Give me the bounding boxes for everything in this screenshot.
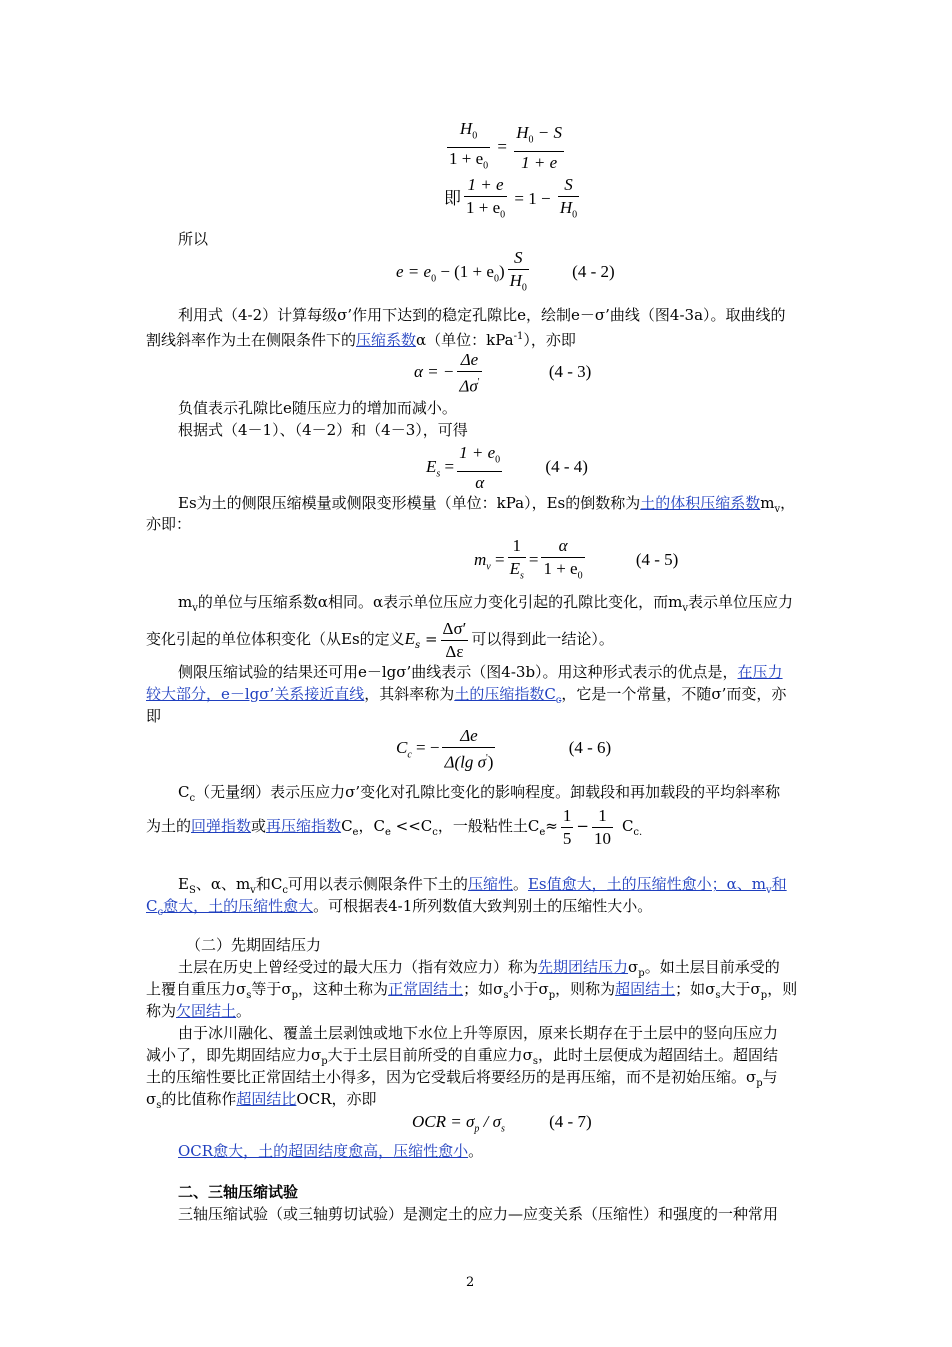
eq1-rhs-denominator: 1 + e — [521, 153, 558, 173]
eq44-numerator: 1 + e — [459, 443, 496, 462]
eq2-sub: 0 — [500, 209, 506, 221]
p2-line1: 负值表示孔隙比e随压应力的增加而减小。 — [178, 399, 457, 417]
p4-denominator: Δε — [445, 641, 464, 661]
p8-sub: p — [548, 990, 556, 1001]
eq42-numerator: S — [508, 247, 529, 270]
link-ocr-larger[interactable]: OCR愈大，土的超固结度愈高，压缩性愈小 — [178, 1142, 469, 1160]
eq45-sub: v — [486, 561, 491, 573]
p4-text: 的单位与压缩系数α相同。α表示单位压应力变化引起的孔隙比变化，而m — [197, 593, 683, 611]
p8-text: 。如土层目前承受的 — [644, 958, 780, 976]
eq1-rhs-numerator-rest: − S — [533, 122, 562, 142]
eq47-label: (4 - 7) — [549, 1112, 592, 1131]
link-compression-coefficient[interactable]: 压缩系数 — [356, 331, 417, 349]
p7-link-text[interactable]: C — [146, 897, 158, 915]
eq45-equals-2: = — [528, 550, 539, 570]
p1-text: α（单位：kPa — [416, 331, 514, 349]
p2-line2: 根据式（4－1）、（4－2）和（4－3），可得 — [178, 421, 468, 439]
eq46-sub: c — [407, 749, 412, 761]
p5-line2 — [146, 684, 786, 711]
p6-text: 为土的 — [146, 817, 192, 835]
eq45-sub: s — [519, 570, 524, 582]
p8-text: 土层在历史上曾经受过的最大压力（指有效应力）称为 — [178, 958, 539, 976]
p1-line1: 利用式（4-2）计算每级σ’作用下达到的稳定孔隙比e，绘制e－σ’曲线（图4-3a）。取曲线的 — [178, 306, 786, 324]
p5-line1 — [178, 662, 783, 682]
p7-sub[interactable]: c — [157, 907, 164, 918]
p6-minus: − — [576, 817, 589, 835]
p6-sub: e — [384, 827, 391, 838]
eq44-lhs: E — [426, 457, 437, 477]
eq42-lhs: e = e — [396, 262, 432, 282]
p7-line2 — [146, 896, 652, 923]
p9-text: OCR，亦即 — [296, 1090, 377, 1108]
p7-sub: S — [188, 885, 196, 896]
p4-sub: v — [192, 603, 198, 614]
text-suoyi: 所以 — [178, 230, 209, 248]
p8-text: ；如σ — [463, 980, 504, 998]
p3-line1 — [178, 493, 795, 520]
p9-text: 大于土层目前所受的自重应力σ — [327, 1046, 533, 1064]
eq46-label: (4 - 6) — [568, 738, 612, 758]
link-overconsolidated[interactable]: 超固结土 — [615, 980, 676, 998]
p4-equals: = — [420, 630, 438, 648]
eq1-sub: 0 — [483, 160, 489, 172]
p4-E: E — [404, 629, 416, 648]
p3-sub: v — [774, 504, 781, 515]
p8-sub: p — [760, 990, 768, 1001]
p4-sub: s — [415, 640, 421, 651]
page-number: 2 — [466, 1275, 475, 1290]
p6-text: ，一般粘性土C — [437, 817, 540, 835]
eq43-label: (4 - 3) — [548, 362, 592, 382]
p9-line4 — [146, 1089, 377, 1116]
p5-sub[interactable]: c — [555, 695, 562, 706]
link-preconsolidation-pressure[interactable]: 先期团结压力 — [538, 958, 629, 976]
link-swelling-index[interactable]: 回弹指数 — [191, 817, 252, 835]
p1-line2 — [146, 327, 576, 350]
p7-sub: c — [282, 885, 288, 896]
equation-2 — [444, 174, 582, 226]
p5-text: ，其斜率称为 — [364, 685, 455, 703]
p7-text: 。可根据表4-1所列数值大致判别土的压缩性大小。 — [313, 897, 653, 915]
p9-sub: p — [321, 1056, 328, 1067]
p1-text: ），亦即 — [523, 331, 576, 349]
p4-text: m — [178, 593, 193, 611]
eq45-label: (4 - 5) — [635, 550, 679, 570]
p9-text: 土的压缩性要比正常固结土小得多，因为它受载后将要经历的是再压缩，而不是初始压缩。σ — [146, 1068, 757, 1086]
link-compressibility[interactable]: 压缩性 — [467, 875, 513, 893]
p6-denominator-2: 10 — [593, 828, 611, 848]
eq45-denominator-2: 1 + e — [543, 559, 578, 578]
eq42-sub: 0 — [493, 273, 499, 285]
p8-line3 — [146, 1001, 251, 1021]
eq44-sub: 0 — [495, 454, 501, 466]
p11-line1: 三轴压缩试验（或三轴剪切试验）是测定土的应力—应变关系（压缩性）和强度的一种常用 — [178, 1205, 779, 1223]
eq45-denominator-1: E — [509, 559, 520, 578]
p9-line1: 由于冰川融化、覆盖土层剥蚀或地下水位上升等原因，原来长期存在于土层中的竖向压应力 — [178, 1024, 779, 1042]
eq42-mid: − (1 + e — [436, 262, 494, 282]
eq1-equals: = — [497, 136, 507, 156]
eq47-sub: s — [500, 1123, 505, 1135]
p6-denominator-1: 5 — [562, 828, 572, 848]
p6-numerator-2: 1 — [592, 805, 613, 828]
eq45-lhs: m — [474, 550, 487, 570]
eq2-denominator-2: H — [559, 198, 573, 217]
eq45-numerator-1: 1 — [508, 535, 526, 558]
p7-link-text[interactable]: Es值愈大，土的压缩性愈小；α、m — [527, 875, 766, 893]
link-cc-larger[interactable] — [146, 897, 314, 918]
eq43-lhs: α = − — [414, 362, 455, 382]
eq46-denominator: Δ(lg σ — [444, 752, 486, 772]
p8-text: 称为 — [146, 1002, 177, 1020]
eq1-lhs-numerator: H — [459, 119, 473, 138]
p8-text: ，这种土称为 — [298, 980, 389, 998]
p4-sub: v — [682, 603, 689, 614]
eq44-denominator: α — [475, 473, 485, 493]
p4-text: 变化引起的单位体积变化（从Es的定义 — [146, 630, 405, 648]
p6-text: <<C — [390, 817, 433, 835]
link-es-larger[interactable] — [527, 875, 787, 896]
p6-numerator-1: 1 — [561, 805, 574, 828]
p7-link-text[interactable]: 愈大，土的压缩性愈大 — [163, 897, 314, 915]
p4-text: 可以得到此一结论）。 — [471, 630, 614, 648]
p5-line3: 即 — [146, 707, 162, 725]
p6-text: ≈ — [545, 817, 558, 835]
eq1-rhs-numerator: H — [516, 122, 529, 142]
p7-text: 。 — [512, 875, 528, 893]
eq42-close: ) — [498, 262, 505, 282]
p8-text: ，则称为 — [555, 980, 616, 998]
p6-text: C — [341, 817, 353, 835]
section-title-preconsolidation: （二）先期固结压力 — [186, 936, 322, 954]
p6-text: （无量纲）表示压应力σ’变化对孔隙比变化的影响程度。卸载段和再加载段的平均斜率称 — [195, 783, 781, 801]
p7-text: 可用以表示侧限条件下土的 — [287, 875, 468, 893]
p3-text: Es为土的侧限压缩模量或侧限变形模量（单位：kPa），Es的倒数称为 — [178, 494, 641, 512]
eq2-rest: = 1 − — [514, 189, 551, 209]
p3-line2: 亦即： — [146, 515, 192, 533]
eq43-sup: ' — [477, 377, 480, 388]
p8-text: 上覆自重压力σ — [146, 980, 247, 998]
p3-text: m — [760, 494, 775, 512]
eq44-equals: = — [440, 457, 455, 477]
eq46-equals: = − — [411, 738, 440, 758]
p6-sub: c — [432, 827, 438, 838]
p8-text: ；如σ — [675, 980, 716, 998]
p8-sub: s — [715, 990, 721, 1001]
p8-text: ，则 — [767, 980, 798, 998]
p6-sub: c — [189, 793, 196, 804]
equation-4-2 — [396, 247, 615, 299]
p7-text: 、α、m — [195, 875, 251, 893]
p6-text: C — [178, 783, 190, 801]
p8-text: 。 — [236, 1002, 252, 1020]
p6-text: C — [621, 817, 634, 835]
eq2-numerator: 1 + e — [464, 174, 507, 197]
p5-text: 侧限压缩试验的结果还可用e－lgσ’曲线表示（图4-3b）。用这种形式表示的优点是， — [178, 663, 738, 681]
section-heading-triaxial: 二、三轴压缩试验 — [178, 1183, 299, 1201]
eq1-sub: 0 — [528, 134, 534, 146]
eq47-lhs: OCR = σ — [412, 1112, 475, 1131]
eq46-lhs: C — [396, 738, 408, 758]
p9-sub: s — [532, 1056, 539, 1067]
link-recompression-index[interactable]: 再压缩指数 — [266, 817, 342, 835]
link-linear-relation[interactable]: 较大部分，e－lgσ’关系接近直线 — [146, 685, 365, 703]
p5-link-text[interactable]: 土的压缩指数C — [454, 685, 556, 703]
eq2-numerator-2: S — [558, 174, 579, 197]
p8-text: 大于σ — [720, 980, 761, 998]
eq44-sub: s — [436, 468, 441, 480]
p8-sub: p — [638, 968, 645, 979]
p9-text: 的比值称作 — [161, 1090, 237, 1108]
p3-text: ， — [780, 494, 796, 512]
p6-text: ，C — [358, 817, 385, 835]
p6-sub: e — [539, 827, 546, 838]
link-normally-consolidated[interactable]: 正常固结土 — [388, 980, 464, 998]
eq1-lhs-denominator: 1 + e — [449, 149, 484, 169]
p1-sup: -1 — [513, 331, 524, 342]
p10-line — [178, 1141, 483, 1161]
p8-text: 小于σ — [508, 980, 549, 998]
eq42-label: (4 - 2) — [572, 262, 615, 282]
p9-sub: s — [156, 1100, 162, 1111]
p8-text: 等于σ — [251, 980, 292, 998]
eq43-denominator: Δσ — [459, 376, 478, 396]
p1-text: 割线斜率作为土在侧限条件下的 — [146, 331, 357, 349]
p4-numerator: Δσ′ — [441, 618, 469, 641]
p6-text: 或 — [251, 817, 267, 835]
p6-line2 — [146, 802, 642, 857]
p4-text: 表示单位压应力 — [688, 593, 794, 611]
eq46-numerator: Δe — [442, 725, 495, 748]
equation-1 — [444, 118, 567, 178]
p9-text: σ — [146, 1090, 157, 1108]
p7-text: 和C — [255, 875, 283, 893]
p8-sub: s — [503, 990, 509, 1001]
p7-sub: v — [250, 885, 256, 896]
eq45-sub: 0 — [577, 570, 583, 582]
eq45-numerator-2: α — [541, 535, 584, 558]
link-ocr[interactable]: 超固结比 — [236, 1090, 297, 1108]
p9-text: 与 — [762, 1068, 778, 1086]
equation-4-6 — [396, 725, 611, 774]
link-volume-compressibility[interactable]: 土的体积压缩系数 — [640, 494, 761, 512]
p7-text: E — [178, 875, 189, 893]
p7-sub[interactable]: v — [765, 885, 772, 896]
p9-sub: p — [756, 1078, 763, 1089]
eq42-denominator: H — [509, 271, 522, 290]
p8-text: σ — [628, 958, 639, 976]
link-high-pressure[interactable]: 在压力 — [737, 663, 783, 681]
link-compression-index[interactable] — [454, 685, 562, 706]
eq1-sub: 0 — [472, 130, 478, 142]
eq47-sub: p — [474, 1123, 480, 1135]
equation-4-5 — [474, 535, 678, 587]
p8-sub: p — [291, 990, 299, 1001]
p5-text: ，它是一个常量，不随σ’而变，亦 — [561, 685, 787, 703]
eq2-sub-2: 0 — [572, 209, 578, 221]
p10-text: 。 — [468, 1142, 484, 1160]
eq45-equals: = — [490, 550, 505, 570]
equation-4-3 — [414, 349, 591, 398]
eq2-denominator: 1 + e — [466, 198, 501, 217]
p6-sub: e — [352, 827, 359, 838]
p6-sub: c. — [633, 827, 643, 838]
eq46-sup: ' — [485, 753, 488, 764]
p7-link-text[interactable]: 和 — [771, 875, 787, 893]
eq47-mid: / σ — [479, 1112, 501, 1131]
equation-4-4 — [426, 442, 588, 494]
eq46-close: ) — [487, 752, 494, 772]
eq2-prefix: 即 — [444, 189, 461, 209]
link-underconsolidated[interactable]: 欠固结土 — [176, 1002, 237, 1020]
p9-text: ，此时土层便成为超固结土。超固结 — [538, 1046, 779, 1064]
eq44-label: (4 - 4) — [545, 457, 588, 477]
eq42-sub: 0 — [431, 273, 437, 285]
p9-text: 减小了，即先期固结应力σ — [146, 1046, 322, 1064]
eq43-numerator: Δe — [457, 349, 481, 372]
p8-sub: s — [246, 990, 252, 1001]
equation-4-7 — [412, 1112, 592, 1134]
eq42-sub: 0 — [521, 282, 527, 294]
